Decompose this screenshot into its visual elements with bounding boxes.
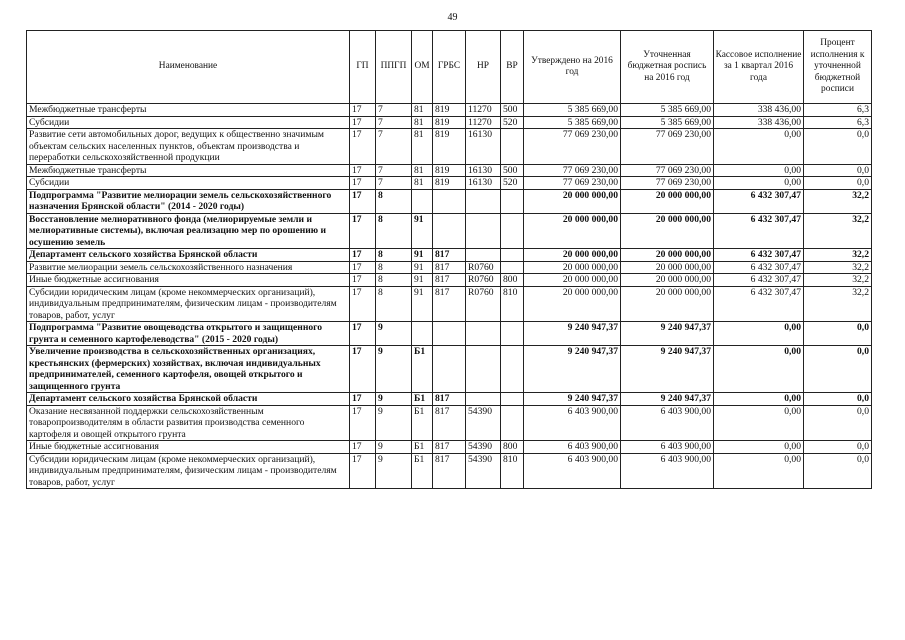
row-vr-cell xyxy=(501,261,524,274)
header-grbs: ГРБС xyxy=(433,31,466,104)
table-row xyxy=(27,405,872,441)
row-name-cell: Департамент сельского хозяйства Брянской области xyxy=(27,249,350,262)
row-approved-cell: 9 240 947,37 xyxy=(524,322,621,346)
row-vr-cell xyxy=(501,189,524,213)
row-gp-cell: 17 xyxy=(350,346,376,393)
row-ppgp-cell: 8 xyxy=(376,286,412,322)
row-cash-cell: 6 432 307,47 xyxy=(714,249,804,262)
row-gp-cell: 17 xyxy=(350,116,376,129)
header-name: Наименование xyxy=(27,31,350,104)
row-cash-cell: 0,00 xyxy=(714,129,804,165)
row-approved-cell: 20 000 000,00 xyxy=(524,286,621,322)
row-grbs-cell: 819 xyxy=(433,129,466,165)
row-gp-cell: 17 xyxy=(350,286,376,322)
row-gp-cell: 17 xyxy=(350,393,376,406)
row-percent-cell: 32,2 xyxy=(804,274,872,287)
row-grbs-cell xyxy=(433,189,466,213)
row-om-cell: 91 xyxy=(412,286,433,322)
row-om-cell: 81 xyxy=(412,104,433,117)
row-ppgp-cell: 9 xyxy=(376,441,412,454)
row-approved-cell: 9 240 947,37 xyxy=(524,393,621,406)
row-grbs-cell: 819 xyxy=(433,116,466,129)
row-approved-cell: 20 000 000,00 xyxy=(524,274,621,287)
row-cash-cell: 6 432 307,47 xyxy=(714,286,804,322)
row-cash-cell: 0,00 xyxy=(714,405,804,441)
row-om-cell xyxy=(412,189,433,213)
row-cash-cell: 6 432 307,47 xyxy=(714,261,804,274)
table-body xyxy=(27,104,872,489)
row-cash-cell: 0,00 xyxy=(714,346,804,393)
row-name-cell: Подпрограмма "Развитие мелиорации земель сельскохозяйственного назначения Брянской области" (2014 - 2020 годы) xyxy=(27,189,350,213)
row-om-cell: 81 xyxy=(412,116,433,129)
table-row xyxy=(27,346,872,393)
row-gp-cell: 17 xyxy=(350,249,376,262)
row-percent-cell: 0,0 xyxy=(804,164,872,177)
row-approved-cell: 6 403 900,00 xyxy=(524,405,621,441)
row-name-cell: Увеличение производства в сельскохозяйственных организациях, крестьянских (фермерских) хозяйствах, включая индивидуальных предпринимателей, семенного картофеля, овощей открытого и защищенного грунта xyxy=(27,346,350,393)
header-approved: Утверждено на 2016 год xyxy=(524,31,621,104)
row-ppgp-cell: 9 xyxy=(376,393,412,406)
row-name-cell: Субсидии xyxy=(27,177,350,190)
row-ppgp-cell: 9 xyxy=(376,405,412,441)
row-refined-cell: 20 000 000,00 xyxy=(621,286,714,322)
row-name-cell: Подпрограмма "Развитие овощеводства открытого и защищенного грунта и семенного картофелеводства" (2015 - 2020 годы) xyxy=(27,322,350,346)
row-refined-cell: 77 069 230,00 xyxy=(621,177,714,190)
row-cash-cell: 0,00 xyxy=(714,177,804,190)
header-percent: Процент исполнения к уточненной бюджетной росписи xyxy=(804,31,872,104)
row-gp-cell: 17 xyxy=(350,405,376,441)
row-grbs-cell: 817 xyxy=(433,261,466,274)
row-cash-cell: 6 432 307,47 xyxy=(714,213,804,249)
row-cash-cell: 338 436,00 xyxy=(714,104,804,117)
row-name-cell: Департамент сельского хозяйства Брянской области xyxy=(27,393,350,406)
row-gp-cell: 17 xyxy=(350,177,376,190)
row-grbs-cell: 817 xyxy=(433,453,466,489)
row-refined-cell: 9 240 947,37 xyxy=(621,346,714,393)
row-name-cell: Развитие сети автомобильных дорог, ведущих к общественно значимым объектам сельских населенных пунктов, объектам производства и переработки сельскохозяйственной продукции xyxy=(27,129,350,165)
row-om-cell: 91 xyxy=(412,249,433,262)
row-refined-cell: 20 000 000,00 xyxy=(621,189,714,213)
row-percent-cell: 0,0 xyxy=(804,453,872,489)
row-approved-cell: 5 385 669,00 xyxy=(524,116,621,129)
row-grbs-cell xyxy=(433,346,466,393)
row-percent-cell: 0,0 xyxy=(804,441,872,454)
table-row xyxy=(27,116,872,129)
row-cash-cell: 0,00 xyxy=(714,322,804,346)
table-row xyxy=(27,286,872,322)
row-name-cell: Иные бюджетные ассигнования xyxy=(27,441,350,454)
row-name-cell: Иные бюджетные ассигнования xyxy=(27,274,350,287)
row-cash-cell: 0,00 xyxy=(714,441,804,454)
row-vr-cell xyxy=(501,346,524,393)
row-om-cell: 81 xyxy=(412,129,433,165)
row-percent-cell: 32,2 xyxy=(804,261,872,274)
row-np-cell: 16130 xyxy=(466,129,501,165)
row-approved-cell: 20 000 000,00 xyxy=(524,213,621,249)
row-vr-cell xyxy=(501,393,524,406)
budget-execution-table xyxy=(26,30,872,489)
row-om-cell: Б1 xyxy=(412,441,433,454)
row-refined-cell: 9 240 947,37 xyxy=(621,322,714,346)
row-grbs-cell xyxy=(433,322,466,346)
header-om: ОМ xyxy=(412,31,433,104)
row-grbs-cell: 817 xyxy=(433,286,466,322)
row-gp-cell: 17 xyxy=(350,261,376,274)
row-ppgp-cell: 8 xyxy=(376,213,412,249)
table-row xyxy=(27,249,872,262)
row-vr-cell xyxy=(501,322,524,346)
row-percent-cell: 6,3 xyxy=(804,104,872,117)
row-np-cell: R0760 xyxy=(466,261,501,274)
row-grbs-cell: 819 xyxy=(433,177,466,190)
row-vr-cell: 800 xyxy=(501,441,524,454)
row-refined-cell: 20 000 000,00 xyxy=(621,274,714,287)
row-om-cell: Б1 xyxy=(412,405,433,441)
row-approved-cell: 77 069 230,00 xyxy=(524,164,621,177)
row-om-cell: Б1 xyxy=(412,393,433,406)
table-row xyxy=(27,164,872,177)
header-refined: Уточненная бюджетная роспись на 2016 год xyxy=(621,31,714,104)
row-approved-cell: 6 403 900,00 xyxy=(524,453,621,489)
row-cash-cell: 338 436,00 xyxy=(714,116,804,129)
row-gp-cell: 17 xyxy=(350,129,376,165)
row-gp-cell: 17 xyxy=(350,213,376,249)
table-row xyxy=(27,274,872,287)
row-gp-cell: 17 xyxy=(350,274,376,287)
row-name-cell: Субсидии юридическим лицам (кроме некоммерческих организаций), индивидуальным предпринимателям, физическим лицам - производителям товаров, работ, услуг xyxy=(27,453,350,489)
row-np-cell: R0760 xyxy=(466,274,501,287)
row-approved-cell: 9 240 947,37 xyxy=(524,346,621,393)
row-om-cell: 81 xyxy=(412,177,433,190)
row-ppgp-cell: 7 xyxy=(376,116,412,129)
table-row xyxy=(27,129,872,165)
row-refined-cell: 77 069 230,00 xyxy=(621,164,714,177)
row-percent-cell: 32,2 xyxy=(804,189,872,213)
row-grbs-cell: 817 xyxy=(433,441,466,454)
row-percent-cell: 32,2 xyxy=(804,286,872,322)
row-np-cell: 54390 xyxy=(466,441,501,454)
table-row xyxy=(27,453,872,489)
row-np-cell xyxy=(466,393,501,406)
row-refined-cell: 6 403 900,00 xyxy=(621,441,714,454)
row-refined-cell: 5 385 669,00 xyxy=(621,104,714,117)
table-row xyxy=(27,322,872,346)
table-row xyxy=(27,261,872,274)
row-name-cell: Восстановление мелиоративного фонда (мелиорируемые земли и мелиоративные системы), включая реализацию мер по орошению и осушению земель xyxy=(27,213,350,249)
row-ppgp-cell: 8 xyxy=(376,261,412,274)
row-np-cell xyxy=(466,346,501,393)
row-cash-cell: 0,00 xyxy=(714,393,804,406)
header-gp: ГП xyxy=(350,31,376,104)
row-approved-cell: 6 403 900,00 xyxy=(524,441,621,454)
row-vr-cell xyxy=(501,249,524,262)
row-om-cell: Б1 xyxy=(412,346,433,393)
row-percent-cell: 0,0 xyxy=(804,177,872,190)
row-ppgp-cell: 7 xyxy=(376,164,412,177)
row-gp-cell: 17 xyxy=(350,322,376,346)
table-row xyxy=(27,393,872,406)
row-np-cell xyxy=(466,213,501,249)
row-percent-cell: 0,0 xyxy=(804,393,872,406)
row-np-cell: R0760 xyxy=(466,286,501,322)
row-vr-cell xyxy=(501,213,524,249)
header-vr: ВР xyxy=(501,31,524,104)
header-np: НР xyxy=(466,31,501,104)
row-vr-cell xyxy=(501,129,524,165)
row-np-cell xyxy=(466,189,501,213)
row-np-cell xyxy=(466,322,501,346)
row-approved-cell: 77 069 230,00 xyxy=(524,177,621,190)
row-approved-cell: 20 000 000,00 xyxy=(524,249,621,262)
row-approved-cell: 20 000 000,00 xyxy=(524,189,621,213)
row-np-cell: 54390 xyxy=(466,453,501,489)
row-refined-cell: 6 403 900,00 xyxy=(621,405,714,441)
row-ppgp-cell: 7 xyxy=(376,104,412,117)
row-refined-cell: 20 000 000,00 xyxy=(621,261,714,274)
row-refined-cell: 20 000 000,00 xyxy=(621,249,714,262)
header-cash: Кассовое исполнение за 1 квартал 2016 года xyxy=(714,31,804,104)
row-cash-cell: 0,00 xyxy=(714,164,804,177)
row-percent-cell: 32,2 xyxy=(804,213,872,249)
row-np-cell xyxy=(466,249,501,262)
row-refined-cell: 77 069 230,00 xyxy=(621,129,714,165)
row-ppgp-cell: 9 xyxy=(376,346,412,393)
row-percent-cell: 32,2 xyxy=(804,249,872,262)
row-name-cell: Субсидии юридическим лицам (кроме некоммерческих организаций), индивидуальным предпринимателям, физическим лицам - производителям товаров, работ, услуг xyxy=(27,286,350,322)
row-refined-cell: 9 240 947,37 xyxy=(621,393,714,406)
row-approved-cell: 20 000 000,00 xyxy=(524,261,621,274)
row-om-cell xyxy=(412,322,433,346)
row-grbs-cell: 817 xyxy=(433,393,466,406)
row-grbs-cell: 817 xyxy=(433,249,466,262)
row-cash-cell: 0,00 xyxy=(714,453,804,489)
table-row xyxy=(27,213,872,249)
row-vr-cell: 500 xyxy=(501,164,524,177)
row-vr-cell: 800 xyxy=(501,274,524,287)
row-vr-cell: 810 xyxy=(501,286,524,322)
row-gp-cell: 17 xyxy=(350,453,376,489)
row-grbs-cell: 817 xyxy=(433,405,466,441)
row-om-cell: 91 xyxy=(412,213,433,249)
row-om-cell: Б1 xyxy=(412,453,433,489)
row-np-cell: 11270 xyxy=(466,104,501,117)
row-percent-cell: 0,0 xyxy=(804,129,872,165)
row-grbs-cell: 819 xyxy=(433,164,466,177)
row-np-cell: 16130 xyxy=(466,164,501,177)
row-vr-cell: 810 xyxy=(501,453,524,489)
row-ppgp-cell: 9 xyxy=(376,453,412,489)
row-ppgp-cell: 8 xyxy=(376,249,412,262)
row-vr-cell xyxy=(501,405,524,441)
row-om-cell: 81 xyxy=(412,164,433,177)
row-gp-cell: 17 xyxy=(350,441,376,454)
row-refined-cell: 5 385 669,00 xyxy=(621,116,714,129)
row-om-cell: 91 xyxy=(412,274,433,287)
table-row xyxy=(27,189,872,213)
row-ppgp-cell: 8 xyxy=(376,274,412,287)
row-percent-cell: 0,0 xyxy=(804,346,872,393)
row-vr-cell: 500 xyxy=(501,104,524,117)
row-name-cell: Субсидии xyxy=(27,116,350,129)
row-np-cell: 11270 xyxy=(466,116,501,129)
table-row xyxy=(27,177,872,190)
row-refined-cell: 6 403 900,00 xyxy=(621,453,714,489)
row-percent-cell: 0,0 xyxy=(804,405,872,441)
row-gp-cell: 17 xyxy=(350,189,376,213)
row-refined-cell: 20 000 000,00 xyxy=(621,213,714,249)
row-gp-cell: 17 xyxy=(350,164,376,177)
row-name-cell: Развитие мелиорации земель сельскохозяйственного назначения xyxy=(27,261,350,274)
row-approved-cell: 77 069 230,00 xyxy=(524,129,621,165)
page-number: 49 xyxy=(447,12,458,23)
row-vr-cell: 520 xyxy=(501,116,524,129)
row-percent-cell: 6,3 xyxy=(804,116,872,129)
row-np-cell: 16130 xyxy=(466,177,501,190)
row-name-cell: Межбюджетные трансферты xyxy=(27,104,350,117)
row-percent-cell: 0,0 xyxy=(804,322,872,346)
row-vr-cell: 520 xyxy=(501,177,524,190)
row-np-cell: 54390 xyxy=(466,405,501,441)
row-grbs-cell: 819 xyxy=(433,104,466,117)
row-ppgp-cell: 7 xyxy=(376,129,412,165)
row-name-cell: Оказание несвязанной поддержки сельскохозяйственным товаропроизводителям в области развития производства семенного картофеля и овощей открытого грунта xyxy=(27,405,350,441)
row-om-cell: 91 xyxy=(412,261,433,274)
row-grbs-cell: 817 xyxy=(433,274,466,287)
row-name-cell: Межбюджетные трансферты xyxy=(27,164,350,177)
table-header-row xyxy=(27,31,872,104)
row-grbs-cell xyxy=(433,213,466,249)
row-gp-cell: 17 xyxy=(350,104,376,117)
table-row xyxy=(27,104,872,117)
row-approved-cell: 5 385 669,00 xyxy=(524,104,621,117)
row-cash-cell: 6 432 307,47 xyxy=(714,274,804,287)
table-row xyxy=(27,441,872,454)
row-ppgp-cell: 9 xyxy=(376,322,412,346)
row-cash-cell: 6 432 307,47 xyxy=(714,189,804,213)
header-ppgp: ППГП xyxy=(376,31,412,104)
row-ppgp-cell: 7 xyxy=(376,177,412,190)
row-ppgp-cell: 8 xyxy=(376,189,412,213)
